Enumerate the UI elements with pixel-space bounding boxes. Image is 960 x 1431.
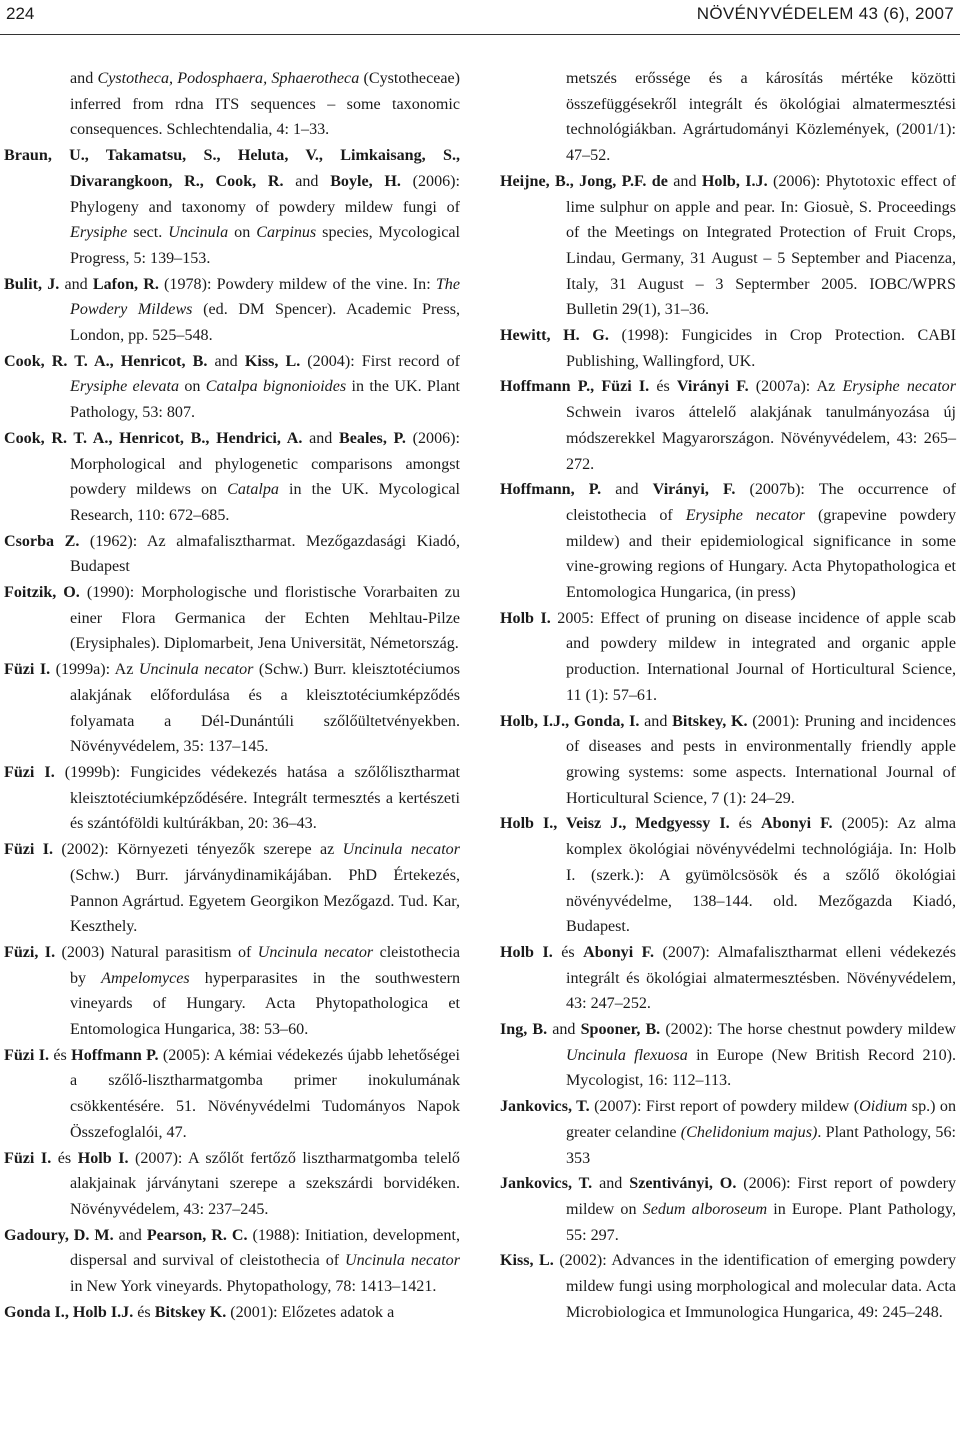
- reference-body: and Boyle, H. (2006): Phylogeny and taxonomy of powdery mildew fungi of Erysiphe sect. Uncinula on Carpinus species, Mycological Progress, 5: 139–153.: [70, 172, 461, 267]
- reference-body: (2003) Natural parasitism of Uncinula necator cleistothecia by Ampelomyces hyperparasites in the southwestern vineyards of Hungary. Acta Phytopathologica et Entomologica Hungarica, 38: 53–60.: [55, 943, 460, 1039]
- reference-entry: [4, 1043, 460, 1146]
- reference-body: 2005: Effect of pruning on disease incidence of apple scab and powdery mildew in integrated and organic apple production. International Journal of Horticultural Science, 11 (1): 57–61.: [550, 609, 956, 704]
- reference-body: and Lafon, R. (1978): Powdery mildew of the vine. In: The Powdery Mildews (ed. DM Spencer). Academic Press, London, pp. 525–548.: [59, 275, 460, 345]
- reference-entry: [500, 323, 956, 374]
- reference-body: (1999b): Fungicides védekezés hatása a szőlőlisztharmat kleisztotéciumképződésére. Integrált termesztés a kertészeti és szántóföldi kultúrákban, 20: 36–43.: [54, 763, 460, 833]
- reference-body: and Spooner, B. (2002): The horse chestnut powdery mildew Uncinula flexuosa in Europe (New British Record 210). Mycologist, 16: 112–113.: [547, 1021, 956, 1090]
- reference-authors: Holb I.: [500, 609, 551, 627]
- reference-body: metszés erőssége és a károsítás mértéke közötti összefüggésekről integrált és ökológiai almatermesztési technológiákban. Agrártudományi Közlemények, (2001/1): 47–52.: [566, 70, 956, 165]
- reference-entry: [500, 1248, 956, 1325]
- reference-authors: Foitzik, O.: [4, 584, 80, 602]
- reference-entry: [4, 1146, 460, 1223]
- reference-entry: [4, 837, 460, 940]
- reference-entry: [500, 1094, 956, 1171]
- reference-entry: [4, 940, 460, 1043]
- reference-body: and Virányi, F. (2007b): The occurrence of cleistothecia of Erysiphe necator (grapevine powdery mildew) and their epidemiological significance in some vine-growing regions of Hungary. Acta Phytopathologica et Entomologica Hungarica, (in press): [566, 481, 956, 602]
- reference-authors: Gonda I., Holb I.J.: [4, 1303, 134, 1321]
- reference-entry: [500, 811, 956, 940]
- reference-authors: Kiss, L.: [500, 1252, 554, 1270]
- reference-authors: Holb, I.J., Gonda, I.: [500, 712, 640, 730]
- reference-body: és Abonyi F. (2005): Az alma komplex ökológiai növényvédelmi technológiája. In: Holb I. (szerk.): A gyümölcsösök és a szőlő ökológiai növényvédelme, 138–144. old. Mezőgazda Kiadó, Budapest.: [566, 815, 957, 936]
- reference-entry: [4, 529, 460, 580]
- reference-body: és Bitskey K. (2001): Előzetes adatok a: [133, 1303, 395, 1321]
- reference-entry: [4, 143, 460, 272]
- reference-body: (1999a): Az Uncinula necator (Schw.) Burr. kleisztotéciumos alakjának előfordulása és a kleisztotéciumképződés folyamata a Dél-Dunántúli szőlőültetvényekben. Növényvédelem, 35: 137–145.: [50, 661, 461, 756]
- reference-authors: Holb I., Veisz J., Medgyessy I.: [500, 815, 730, 833]
- reference-authors: Jankovics, T.: [500, 1175, 593, 1193]
- reference-entry: [4, 580, 460, 657]
- reference-authors: Gadoury, D. M.: [4, 1226, 114, 1244]
- reference-body: (1990): Morphologische und floristische Vorarbaiten zu einer Flora Germanica der Echten Mehltau-Pilze (Erysiphales). Diplomarbeit, Jena Universität, Németország.: [70, 584, 460, 653]
- reference-authors: Füzi I.: [4, 841, 54, 859]
- reference-body: (1998): Fungicides in Crop Protection. CABI Publishing, Wallingford, UK.: [566, 327, 956, 370]
- reference-authors: Hewitt, H. G.: [500, 327, 609, 345]
- reference-authors: Hoffmann P., Füzi I.: [500, 378, 650, 396]
- reference-authors: Füzi I.: [4, 1149, 52, 1167]
- reference-body: and Cystotheca, Podosphaera, Sphaerotheca (Cystotheceae) inferred from rdna ITS sequences – some taxonomic consequences. Schlechtendalia, 4: 1–33.: [70, 70, 461, 139]
- journal-title: NÖVÉNYVÉDELEM 43 (6), 2007: [696, 4, 954, 23]
- reference-authors: Csorba Z.: [4, 532, 80, 550]
- reference-authors: Bulit, J.: [4, 275, 60, 293]
- reference-body: (2002): Advances in the identification of emerging powdery mildew fungi using morphological and molecular data. Acta Microbiologica et Immunologica Hungarica, 49: 245–248.: [553, 1252, 956, 1321]
- reference-continuation: [500, 66, 956, 169]
- reference-authors: Füzi I.: [4, 661, 51, 679]
- references-right-column: [500, 66, 956, 1325]
- reference-authors: Cook, R. T. A., Henricot, B., Hendrici, A.: [4, 429, 303, 447]
- reference-entry: [500, 169, 956, 323]
- reference-body: and Holb, I.J. (2006): Phytotoxic effect of lime sulphur on apple and pear. In: Giosuè, S. Proceedings of the Meetings on Integrated Protection of Fruit Crops, Lindau, Germany, 31 August – 5 September and Piacenza, Italy, 31 August – 3 Septermber 2005. IOBC/WPRS Bulletin 29(1), 31–36.: [566, 172, 956, 319]
- reference-authors: Holb I.: [500, 943, 553, 961]
- reference-body: és Hoffmann P. (2005): A kémiai védekezés újabb lehetőségei a szőlő-lisztharmatgomba primer inokulumának csökkentésére. 51. Növényvédelmi Tudományos Napok Összefoglalói, 47.: [49, 1046, 460, 1141]
- reference-entry: [500, 940, 956, 1017]
- reference-body: és Virányi F. (2007a): Az Erysiphe necator Schwein ivaros áttelelő alakjának tanulmányozása új módszerekkel Magyarországon. Növényvédelem, 43: 265–272.: [566, 378, 956, 473]
- reference-entry: [4, 426, 460, 529]
- reference-authors: Jankovics, T.: [500, 1098, 590, 1116]
- reference-body: és Abonyi F. (2007): Almafalisztharmat elleni védekezés integrált és ökológiai almatermesztésben. Növényvédelem, 43: 247–252.: [552, 943, 956, 1013]
- page-number: 224: [6, 4, 35, 23]
- reference-body: and Szentiványi, O. (2006): First report of powdery mildew on Sedum alboroseum in Europe. Plant Pathology, 55: 297.: [566, 1175, 957, 1244]
- reference-body: (2002): Környezeti tényezők szerepe az Uncinula necator (Schw.) Burr. járványdinamikájában. PhD Értekezés, Pannon Agrártud. Egyetem Georgikon Mezőgazd. Tud. Kar, Keszthely.: [53, 841, 460, 936]
- references-left-column: [4, 66, 460, 1325]
- reference-body: and Pearson, R. C. (1988): Initiation, development, dispersal and survival of cleistothecia of Uncinula necator in New York vineyards. Phytopathology, 78: 1413–1421.: [70, 1226, 460, 1296]
- reference-body: (2007): First report of powdery mildew (Oidium sp.) on greater celandine (Chelidonium majus). Plant Pathology, 56: 353: [566, 1098, 956, 1167]
- reference-authors: Füzi I.: [4, 763, 55, 781]
- reference-authors: Ing, B.: [500, 1021, 548, 1039]
- reference-entry: [4, 1300, 460, 1326]
- reference-authors: Braun, U., Takamatsu, S., Heluta, V., Limkaisang, S., Divarangkoon, R., Cook, R.: [4, 147, 460, 190]
- reference-body: and Bitskey, K. (2001): Pruning and incidences of diseases and pests in environmentally friendly apple growing systems: some aspects. International Journal of Horticultural Science, 7 (1): 24–29.: [566, 712, 956, 807]
- reference-body: és Holb I. (2007): A szőlőt fertőző lisztharmatgomba telelő alakjainak járványtani szerepe a szekszárdi borvidéken. Növényvédelem, 43: 237–245.: [51, 1149, 460, 1218]
- page-header: [0, 0, 960, 35]
- reference-entry: [500, 1017, 956, 1094]
- reference-authors: Füzi, I.: [4, 943, 56, 961]
- reference-entry: [500, 477, 956, 606]
- reference-body: and Kiss, L. (2004): First record of Erysiphe elevata on Catalpa bignonioides in the UK. Plant Pathology, 53: 807.: [70, 352, 461, 422]
- reference-body: and Beales, P. (2006): Morphological and phylogenetic comparisons amongst powdery mildews on Catalpa in the UK. Mycological Research, 110: 672–685.: [70, 429, 460, 524]
- reference-entry: [500, 709, 956, 812]
- reference-entry: [4, 657, 460, 760]
- reference-entry: [500, 606, 956, 709]
- reference-authors: Heijne, B., Jong, P.F. de: [500, 172, 668, 190]
- reference-authors: Füzi I.: [4, 1046, 50, 1064]
- reference-entry: [4, 760, 460, 837]
- reference-authors: Hoffmann, P.: [500, 481, 602, 499]
- reference-entry: [500, 374, 956, 477]
- reference-entry: [4, 349, 460, 426]
- reference-entry: [500, 1171, 956, 1248]
- reference-body: (1962): Az almafalisztharmat. Mezőgazdasági Kiadó, Budapest: [70, 532, 460, 576]
- reference-continuation: [4, 66, 460, 143]
- reference-entry: [4, 1223, 460, 1300]
- reference-authors: Cook, R. T. A., Henricot, B.: [4, 352, 208, 370]
- reference-entry: [4, 272, 460, 349]
